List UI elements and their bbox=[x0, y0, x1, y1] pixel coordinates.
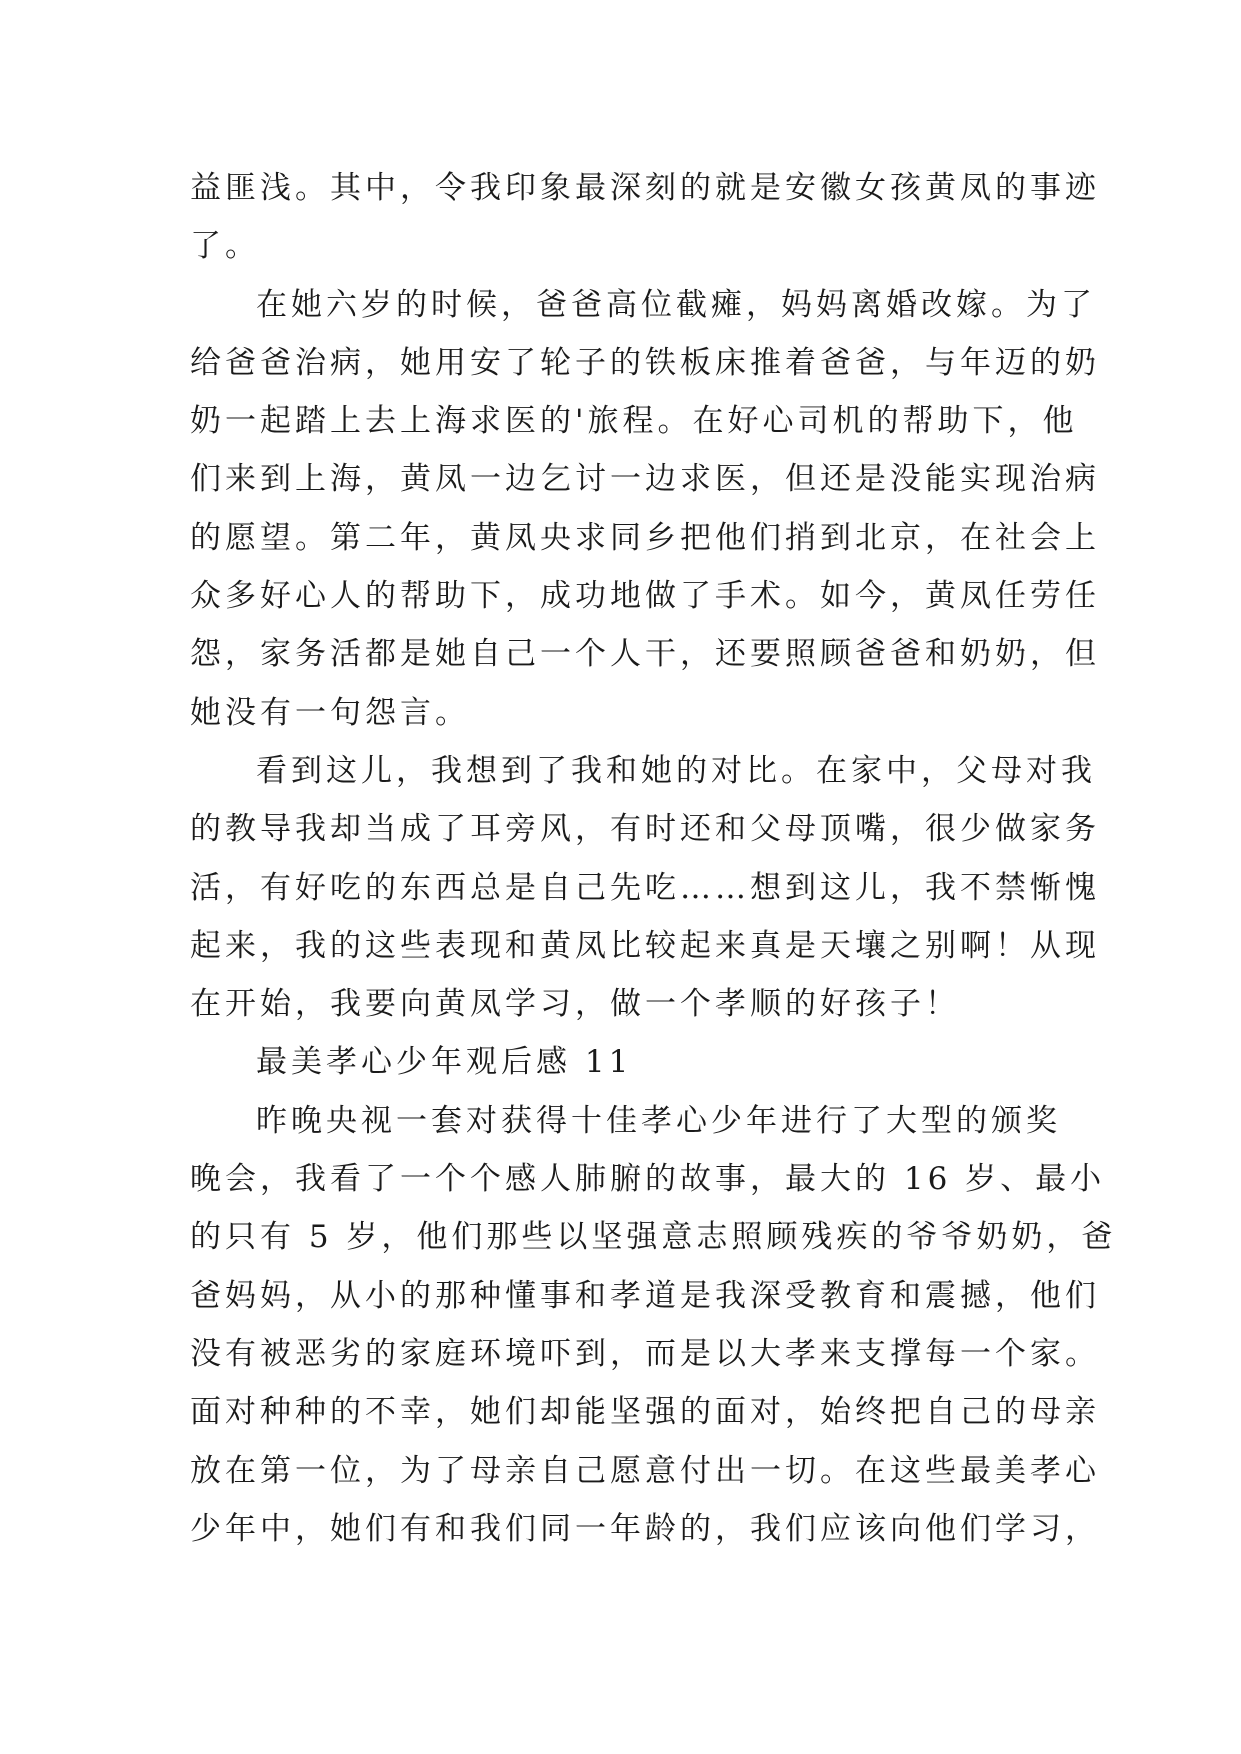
text-line: 爸妈妈，从小的那种懂事和孝道是我深受教育和震撼，他们 bbox=[190, 1277, 1100, 1314]
text-line: 在她六岁的时候，爸爸高位截瘫，妈妈离婚改嫁。为了 bbox=[256, 286, 1096, 323]
body-text bbox=[190, 159, 1117, 1558]
text-line: 的教导我却当成了耳旁风，有时还和父母顶嘴，很少做家务 bbox=[190, 811, 1100, 848]
text-line: 少年中，她们有和我们同一年龄的，我们应该向他们学习， bbox=[190, 1510, 1100, 1547]
text-line: 她没有一句怨言。 bbox=[190, 694, 470, 731]
text-line: 最美孝心少年观后感 11 bbox=[256, 1044, 633, 1081]
text-line: 怨，家务活都是她自己一个人干，还要照顾爸爸和奶奶，但 bbox=[190, 636, 1100, 673]
text-line: 没有被恶劣的家庭环境吓到，而是以大孝来支撑每一个家。 bbox=[190, 1335, 1100, 1372]
text-line: 面对种种的不幸，她们却能坚强的面对，始终把自己的母亲 bbox=[190, 1394, 1100, 1431]
text-line: 奶一起踏上去上海求医的'旅程。在好心司机的帮助下，他 bbox=[190, 403, 1078, 440]
text-line: 的愿望。第二年，黄凤央求同乡把他们捎到北京，在社会上 bbox=[190, 519, 1100, 556]
text-line: 益匪浅。其中，令我印象最深刻的就是安徽女孩黄凤的事迹 bbox=[190, 170, 1100, 206]
text-line: 昨晚央视一套对获得十佳孝心少年进行了大型的颁奖 bbox=[256, 1102, 1061, 1139]
text-line: 的只有 5 岁，他们那些以坚强意志照顾残疾的爷爷奶奶，爸 bbox=[190, 1219, 1117, 1256]
text-line: 了。 bbox=[190, 228, 260, 265]
text-line: 众多好心人的帮助下，成功地做了手术。如今，黄凤任劳任 bbox=[190, 578, 1100, 615]
text-line: 放在第一位，为了母亲自己愿意付出一切。在这些最美孝心 bbox=[190, 1452, 1100, 1489]
text-line: 们来到上海，黄凤一边乞讨一边求医，但还是没能实现治病 bbox=[190, 461, 1100, 498]
text-line: 看到这儿，我想到了我和她的对比。在家中，父母对我 bbox=[256, 752, 1096, 789]
text-line: 给爸爸治病，她用安了轮子的铁板床推着爸爸，与年迈的奶 bbox=[190, 344, 1100, 381]
text-line: 起来，我的这些表现和黄凤比较起来真是天壤之别啊！从现 bbox=[190, 927, 1100, 964]
text-line: 活，有好吃的东西总是自己先吃……想到这儿，我不禁惭愧 bbox=[190, 869, 1100, 906]
text-line: 在开始，我要向黄凤学习，做一个孝顺的好孩子！ bbox=[190, 986, 960, 1023]
text-line: 晚会，我看了一个个感人肺腑的故事，最大的 16 岁、最小 bbox=[190, 1161, 1106, 1198]
